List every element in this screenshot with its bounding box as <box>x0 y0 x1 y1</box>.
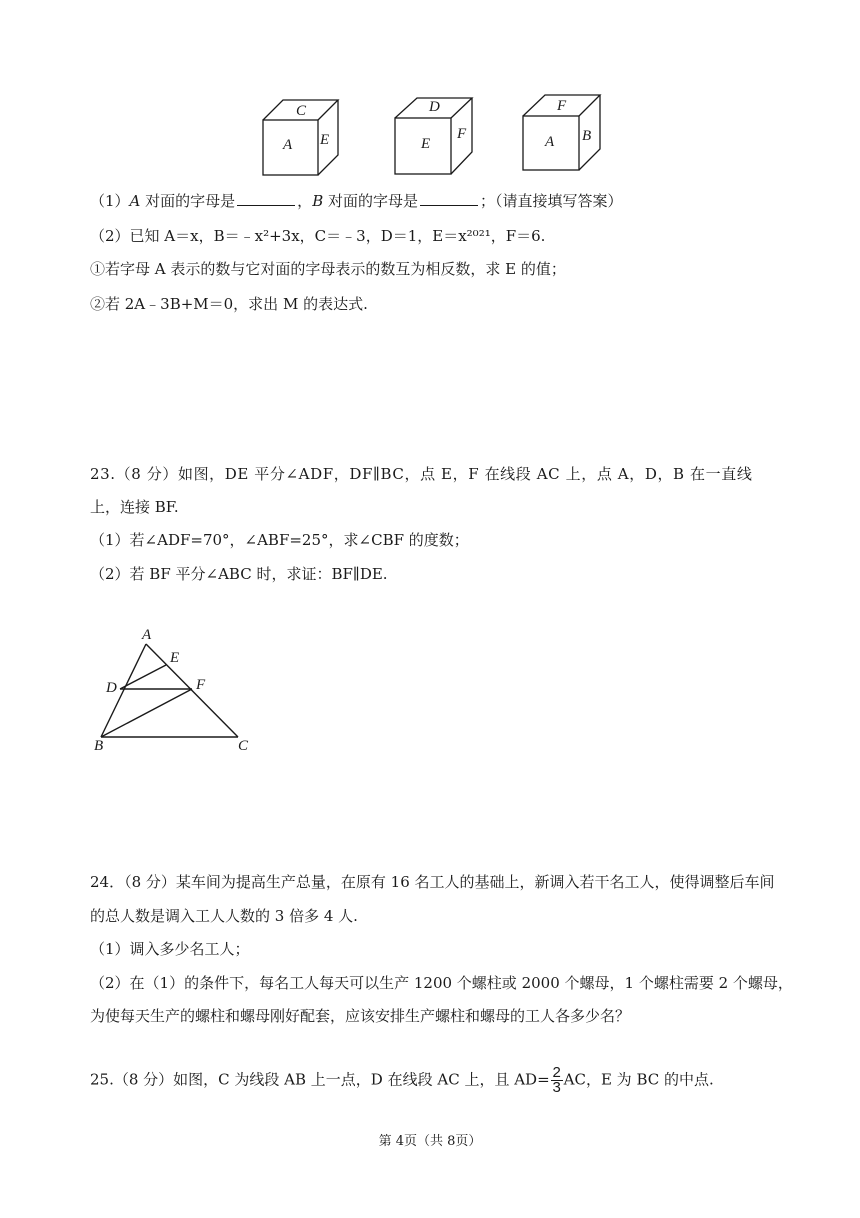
triangle-figure <box>88 624 268 759</box>
cube-3-front: A <box>545 134 555 150</box>
label-D: D <box>106 680 117 696</box>
cube-1-front: A <box>283 137 293 153</box>
q22-part2-sub2: ②若 2A﹣3B+M＝0，求出 M 的表达式. <box>90 295 368 313</box>
cube-3-top: F <box>557 98 567 114</box>
page-footer: 第 4页（共 8页） <box>378 1134 482 1149</box>
cube-1-side: E <box>320 132 330 148</box>
cube-1-top: C <box>296 103 307 119</box>
fraction-two-thirds: $\frac{2}{3}$ <box>552 1064 561 1096</box>
answer-blank-1[interactable] <box>237 191 295 206</box>
label-F: F <box>196 677 206 693</box>
cube-2-front: E <box>421 136 431 152</box>
answer-blank-2[interactable] <box>420 191 478 206</box>
q23-part1: （1）若∠ADF=70°，∠ABF=25°，求∠CBF 的度数； <box>90 531 469 549</box>
label-A: A <box>142 627 152 643</box>
q22-part2: （2）已知 A＝x，B＝﹣x²+3x，C＝﹣3，D＝1，E＝x²⁰²¹，F＝6. <box>90 227 546 245</box>
q23-part2: （2）若 BF 平分∠ABC 时，求证：BF∥DE. <box>90 565 388 583</box>
label-B: B <box>94 738 104 754</box>
label-C: C <box>238 738 249 754</box>
q24-part2-line2: 为使每天生产的螺柱和螺母刚好配套，应该安排生产螺柱和螺母的工人各多少名？ <box>90 1007 631 1025</box>
cubes-figure <box>255 92 610 180</box>
q22-part2-sub1: ①若字母 A 表示的数与它对面的字母表示的数互为相反数，求 E 的值； <box>90 260 566 278</box>
label-E: E <box>170 650 180 666</box>
q24-stem-line1: 24．（8 分）某车间为提高生产总量，在原有 16 名工人的基础上，新调入若干名工人，使得调整后车间 <box>90 873 775 891</box>
cube-2-side: F <box>457 126 467 142</box>
q22-part1: （1）A 对面的字母是 ，B 对面的字母是 ；（请直接填写答案） <box>90 192 623 210</box>
q25-stem: 25.（8 分）如图，C 为线段 AB 上一点，D 在线段 AC 上，且 AD= $\frac{2}{3}$ AC，E 为 BC 的中点. <box>90 1064 714 1096</box>
q24-part2-line1: （2）在（1）的条件下，每名工人每天可以生产 1200 个螺柱或 2000 个螺母，1 个螺柱需要 2 个螺母， <box>90 974 793 992</box>
cube-2-top: D <box>429 99 440 115</box>
q24-stem-line2: 的总人数是调入工人人数的 3 倍多 4 人. <box>90 907 358 925</box>
cube-3-side: B <box>582 128 592 144</box>
q23-stem-line2: 上，连接 BF. <box>90 498 179 516</box>
q24-part1: （1）调入多少名工人； <box>90 940 250 958</box>
q23-stem-line1: 23.（8 分）如图，DE 平分∠ADF，DF∥BC，点 E，F 在线段 AC 上，点 A，D，B 在一直线 <box>90 465 753 483</box>
